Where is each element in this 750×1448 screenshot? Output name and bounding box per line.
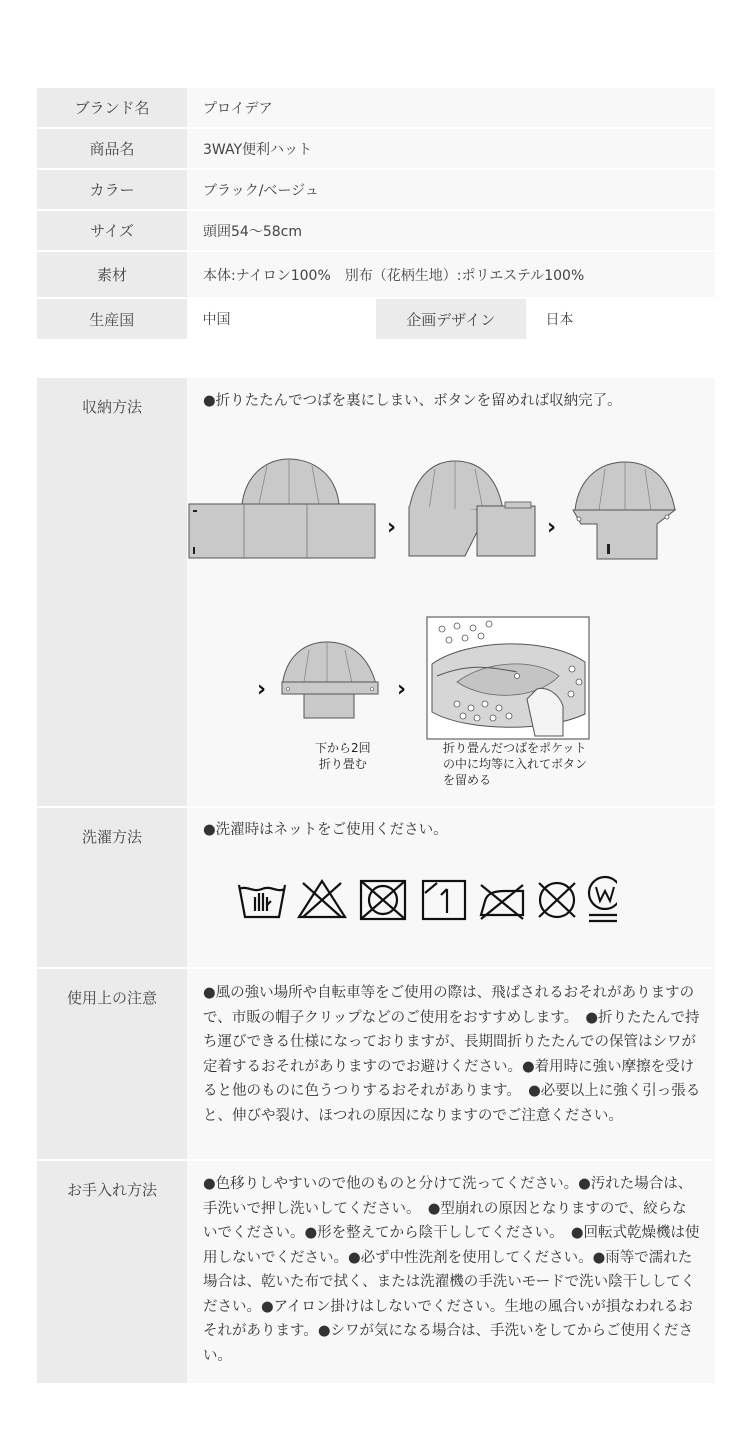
size-label: サイズ bbox=[37, 211, 187, 250]
care-method-text: ●色移りしやすいので他のものと分けて洗ってください。●汚れた場合は、手洗いで押し洗いしてください。 ●型崩れの原因となりますので、絞らないでください。●形を整えてから陰干ししてください。 ●回転式乾燥機は使用しないでください。●必ず中性洗剤を使用してください。●雨等で濡れた場合は、乾いた布で拭く、または洗濯機の手洗いモードで洗い陰干ししてください。●アイロン掛けはしないでください。生地の風合いが損なわれるおそれがあります。●シワが気になる場合は、手洗いをしてからご使用ください。 bbox=[203, 1176, 700, 1364]
svg-text:›: › bbox=[257, 676, 267, 702]
line-dry-shade-icon bbox=[423, 881, 465, 919]
origin-label: 生産国 bbox=[37, 299, 187, 339]
design-label: 企画デザイン bbox=[376, 299, 526, 339]
size-value: 頭囲54〜58cm bbox=[187, 211, 715, 250]
hat-flat-illustration bbox=[189, 459, 375, 558]
care-method-row bbox=[37, 1161, 715, 1383]
hat-rolled-illustration bbox=[282, 642, 378, 718]
color-label: カラー bbox=[37, 170, 187, 209]
pocket-caption-line-3: を留める bbox=[443, 772, 492, 787]
svg-text:›: › bbox=[387, 514, 397, 540]
hand-wash-icon bbox=[239, 885, 285, 917]
storage-row bbox=[37, 378, 715, 806]
brand-value: プロイデア bbox=[187, 88, 715, 127]
spec-row-brand bbox=[37, 88, 715, 127]
spec-row-color bbox=[37, 170, 715, 209]
product-value: 3WAY便利ハット bbox=[187, 129, 715, 168]
wet-clean-icon bbox=[589, 877, 617, 921]
pocket-caption-line-2: の中に均等に入れてボタン bbox=[443, 756, 588, 771]
design-value: 日本 bbox=[526, 299, 715, 339]
washing-text: ●洗濯時はネットをご使用ください。 bbox=[203, 822, 448, 838]
svg-text:›: › bbox=[547, 514, 557, 540]
storage-illustrations bbox=[203, 414, 701, 814]
care-method-body bbox=[187, 1161, 715, 1383]
color-value: ブラック/ベージュ bbox=[187, 170, 715, 209]
care-symbols bbox=[237, 875, 617, 925]
origin-value: 中国 bbox=[187, 299, 376, 339]
spec-row-material bbox=[37, 252, 715, 297]
storage-text: ●折りたたんでつばを裏にしまい、ボタンを留めれば収納完了。 bbox=[203, 393, 622, 409]
spec-row-product bbox=[37, 129, 715, 168]
product-label: 商品名 bbox=[37, 129, 187, 168]
spec-row-origin bbox=[37, 299, 715, 339]
material-label: 素材 bbox=[37, 252, 187, 297]
fold-caption bbox=[315, 740, 371, 772]
no-tumble-dry-icon bbox=[361, 881, 405, 919]
brand-label: ブランド名 bbox=[37, 88, 187, 127]
material-value: 本体:ナイロン100% 別布（花柄生地）:ポリエステル100% bbox=[187, 252, 715, 297]
hat-folded-illustration bbox=[573, 462, 675, 559]
pocket-caption-line-1: 折り畳んだつばをポケット bbox=[443, 740, 587, 755]
fold-caption-line-2: 折り畳む bbox=[318, 756, 367, 771]
no-iron-icon bbox=[481, 885, 523, 919]
storage-body bbox=[187, 378, 715, 806]
caution-text: ●風の強い場所や自転車等をご使用の際は、飛ばされるおそれがありますので、市販の帽子クリップなどのご使用をおすすめします。 ●折りたたんで持ち運びできる仕様になっておりますが、長期間折りたたんでの保管はシワが定着するおそれがありますのでお避けください。●着用時に強い摩擦を受けると他のものに色うつりするおそれがあります。 ●必要以上に強く引っ張ると、伸びや裂け、ほつれの原因になりますのでご注意ください。 bbox=[203, 985, 701, 1124]
washing-body bbox=[187, 808, 715, 967]
no-dry-clean-icon bbox=[539, 883, 575, 917]
caution-label: 使用上の注意 bbox=[37, 969, 187, 1159]
caution-row bbox=[37, 969, 715, 1159]
no-bleach-icon bbox=[299, 881, 345, 917]
spec-row-size bbox=[37, 211, 715, 250]
care-method-label: お手入れ方法 bbox=[37, 1161, 187, 1383]
hat-fold-illustration bbox=[409, 461, 535, 556]
washing-row bbox=[37, 808, 715, 967]
storage-label: 収納方法 bbox=[37, 378, 187, 806]
hat-pocket-illustration bbox=[427, 617, 589, 739]
fold-caption-line-1: 下から2回 bbox=[315, 740, 371, 755]
pocket-caption bbox=[443, 740, 587, 788]
washing-label: 洗濯方法 bbox=[37, 808, 187, 967]
svg-text:›: › bbox=[397, 676, 407, 702]
care-table bbox=[37, 378, 715, 1385]
caution-body bbox=[187, 969, 715, 1159]
spec-table bbox=[37, 88, 715, 341]
